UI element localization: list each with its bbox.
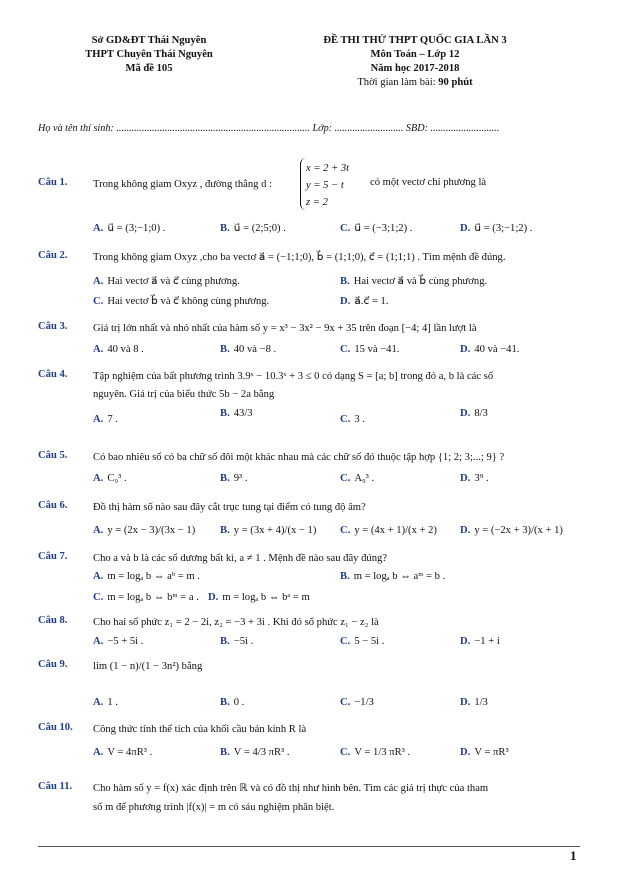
option-c[interactable]: C. m = logₐ b ⇔ bᵐ = a . [93,592,199,603]
exam-year: Năm học 2017-2018 [370,63,460,74]
school-name: THPT Chuyên Thái Nguyên [85,49,213,60]
option-b[interactable]: B. u⃗ = (2;5;0) . [220,223,286,234]
equation-z: z = 2 [306,197,328,208]
question-text: Trong không giam Oxyz ,cho ba vectơ a⃗ = (−1;1;0), b⃗ = (1;1;0), c⃗ = (1;1;1) . Tìm mệnh đề đúng. [93,252,506,263]
option-b[interactable]: B. −5i . [220,636,254,647]
option-b[interactable]: B. V = 4/3 πR³ . [220,747,290,758]
option-a[interactable]: A. Hai vectơ a⃗ và c⃗ cùng phương. [93,276,240,287]
question-number: Câu 5. [38,450,68,461]
option-b[interactable]: B. 0 . [220,697,245,708]
question-text: lim (1 − n)/(1 − 3n²) bằng [93,661,203,672]
question-text: Cho hai số phức z₁ = 2 − 2i, z₂ = −3 + 3i . Khi đó số phức z₁ − z₂ là [93,617,379,628]
option-c[interactable]: C. −1/3 [340,697,374,708]
question-text: Cho hàm số y = f(x) xác định trên ℝ và có đồ thị như hình bên. Tìm các giá trị thực của tham [93,783,489,794]
option-c[interactable]: C. 15 và −41. [340,344,400,355]
option-a[interactable]: A. y = (2x − 3)/(3x − 1) [93,525,196,536]
question-number: Câu 8. [38,615,68,626]
footer-divider [38,846,580,847]
question-text: Tập nghiệm của bất phương trình 3.9ˣ − 10.3ˣ + 3 ≤ 0 có dạng S = [a; b] trong đó a, b là các số [93,371,494,382]
question-text-cont: có một vectơ chỉ phương là [370,177,487,188]
question-number: Câu 10. [38,722,73,733]
option-a[interactable]: A. C₉³ . [93,473,127,484]
question-number: Câu 6. [38,500,68,511]
page-number: 1 [570,848,577,863]
option-c[interactable]: C. 3 . [340,414,365,425]
option-b[interactable]: B. 40 và −8 . [220,344,277,355]
option-d[interactable]: D. y = (−2x + 3)/(x + 1) [460,525,563,536]
question-text-cont: nguyên. Giá trị của biểu thức 5b − 2a bằng [93,389,275,400]
line-equation-system [306,160,349,211]
option-d[interactable]: D. 3⁹ . [460,473,489,484]
option-c[interactable]: C. y = (4x + 1)/(x + 2) [340,525,437,536]
exam-code: Mã đề 105 [125,63,173,74]
question-number: Câu 9. [38,659,68,670]
question-text: Trong không giam Oxyz , đường thẳng d : [93,179,272,190]
option-c[interactable]: C. 5 − 5i . [340,636,385,647]
option-d[interactable]: D. 40 và −41. [460,344,520,355]
option-b[interactable]: B. 9³ . [220,473,248,484]
exam-title: ĐỀ THI THỬ THPT QUỐC GIA LẦN 3 [323,35,507,46]
option-d[interactable]: D. 1/3 [460,697,488,708]
department-name: Sở GD&ĐT Thái Nguyên [91,35,207,46]
option-b[interactable]: B. Hai vectơ a⃗ và b⃗ cùng phương. [340,276,488,287]
question-number: Câu 3. [38,321,68,332]
equation-x: x = 2 + 3t [306,163,350,174]
question-text: Đồ thị hàm số nào sau đây cắt trục tung tại điểm có tung độ âm? [93,502,366,513]
question-text: Công thức tính thể tích của khối cầu bán kính R là [93,724,307,735]
option-d[interactable]: D. m = logₐ b ⇔ bᵃ = m [208,592,310,603]
option-a[interactable]: A. 7 . [93,414,118,425]
option-a[interactable]: A. 1 . [93,697,118,708]
option-a[interactable]: A. V = 4πR³ . [93,747,153,758]
option-b[interactable]: B. 43/3 [220,408,253,419]
equation-y: y = 5 − t [306,180,344,191]
question-text-cont: số m để phương trình |f(x)| = m có sáu nghiệm phân biệt. [93,802,335,813]
option-b[interactable]: B. y = (3x + 4)/(x − 1) [220,525,317,536]
option-a[interactable]: A. m = logₐ b ⇔ aᵇ = m . [93,571,200,582]
option-d[interactable]: D. −1 + i [460,636,500,647]
question-number: Câu 2. [38,250,68,261]
question-number: Câu 1. [38,177,68,188]
student-info-line: Họ và tên thí sinh: ............................................................................ Lớp: ........................... SBD: ........................... [38,123,500,134]
option-a[interactable]: A. u⃗ = (3;−1;0) . [93,223,166,234]
question-number: Câu 7. [38,551,68,562]
question-text: Có bao nhiêu số có ba chữ số đôi một khác nhau mà các chữ số đó thuộc tập hợp {1; 2; 3;...; 9} ? [93,452,505,463]
question-text: Cho a và b là các số dương bất kì, a ≠ 1 . Mệnh đề nào sau đây đúng? [93,553,387,564]
option-c[interactable]: C. u⃗ = (−3;1;2) . [340,223,413,234]
option-c[interactable]: C. Hai vectơ b⃗ và c⃗ không cùng phương. [93,296,270,307]
option-a[interactable]: A. −5 + 5i . [93,636,144,647]
exam-duration: Thời gian làm bài: 90 phút [357,77,473,88]
question-number: Câu 4. [38,369,68,380]
option-d[interactable]: D. a⃗.c⃗ = 1. [340,296,389,307]
option-d[interactable]: D. 8/3 [460,408,488,419]
question-text: Giá trị lớn nhất và nhỏ nhất của hàm số y = x³ − 3x² − 9x + 35 trên đoạn [−4; 4] lần lượt là [93,323,477,334]
question-number: Câu 11. [38,781,73,792]
exam-subject: Môn Toán – Lớp 12 [370,49,460,60]
option-c[interactable]: C. A₉³ . [340,473,375,484]
option-c[interactable]: C. V = 1/3 πR³ . [340,747,411,758]
option-b[interactable]: B. m = logₐ b ⇔ aᵐ = b . [340,571,446,582]
option-d[interactable]: D. V = πR³ [460,747,509,758]
school-header [34,34,264,76]
option-a[interactable]: A. 40 và 8 . [93,344,144,355]
option-d[interactable]: D. u⃗ = (3;−1;2) . [460,223,533,234]
exam-header [280,34,550,90]
